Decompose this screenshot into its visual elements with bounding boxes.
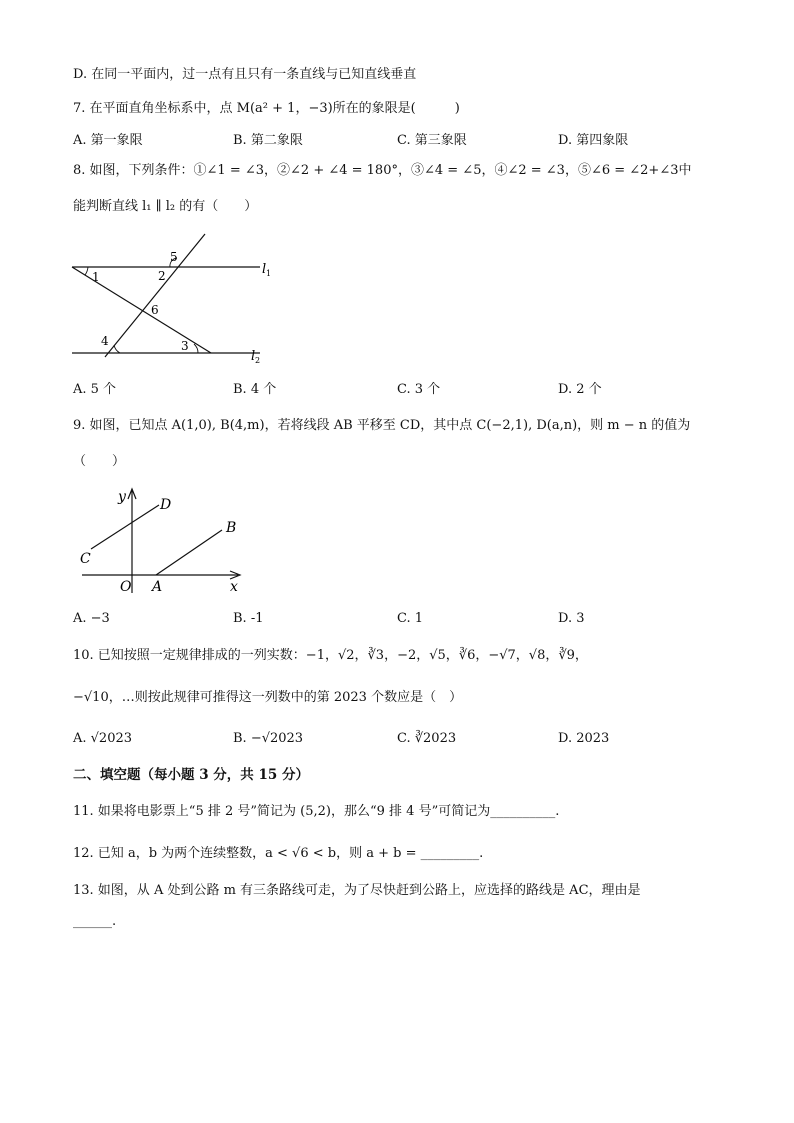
angle-4-label: 4 — [101, 334, 109, 348]
l2-subscript: 2 — [255, 356, 261, 365]
q8-option-c: C. 3 个 — [397, 382, 441, 397]
q7-option-c: C. 第三象限 — [397, 133, 467, 148]
q11-stem: 11. 如果将电影票上“5 排 2 号”简记为 (5,2)，那么“9 排 4 号”可简记为__________. — [73, 804, 560, 819]
section-heading-fill-in: 二、填空题（每小题 3 分，共 15 分） — [73, 767, 309, 783]
q9-stem-line1: 9. 如图，已知点 A(1,0), B(4,m)，若将线段 AB 平移至 CD，其中点 C(−2,1), D(a,n)，则 m − n 的值为 — [73, 418, 691, 433]
l1-label: l — [262, 262, 267, 277]
l2-label: l — [251, 349, 256, 364]
y-axis-label: y — [118, 489, 126, 505]
q8-option-b: B. 4 个 — [233, 382, 277, 397]
point-c-label: C — [80, 551, 91, 567]
angle-6-label: 6 — [151, 303, 159, 317]
option-d-line: D. 在同一平面内，过一点有且只有一条直线与已知直线垂直 — [73, 67, 417, 82]
q10-stem-line1: 10. 已知按照一定规律排成的一列实数：−1，√2，∛3，−2，√5，∛6，−√7，√8，∛9， — [73, 648, 588, 663]
q8-option-d: D. 2 个 — [558, 382, 602, 397]
q7-stem: 7. 在平面直角坐标系中，点 M(a² + 1，−3)所在的象限是( ) — [73, 101, 460, 116]
q9-option-b: B. -1 — [233, 611, 264, 626]
q7-option-a: A. 第一象限 — [73, 133, 143, 148]
point-b-label: B — [226, 520, 237, 536]
q13-stem-line2: ______. — [73, 914, 117, 929]
q10-stem-line2: −√10，…则按此规律可推得这一列数中的第 2023 个数应是（ ） — [73, 690, 463, 705]
q13-stem-line1: 13. 如图，从 A 处到公路 m 有三条路线可走，为了尽快赶到公路上，应选择的路线是 AC，理由是 — [73, 883, 641, 898]
q7-option-b: B. 第二象限 — [233, 133, 303, 148]
q9-figure — [72, 485, 252, 597]
q10-option-a: A. √2023 — [73, 731, 133, 746]
q8-stem-line1: 8. 如图，下列条件：①∠1 = ∠3，②∠2 + ∠4 = 180°，③∠4 = ∠5，④∠2 = ∠3，⑤∠6 = ∠2+∠3中 — [73, 163, 692, 178]
q8-stem-line2: 能判断直线 l₁ ∥ l₂ 的有（ ） — [73, 199, 258, 214]
q8-option-a: A. 5 个 — [73, 382, 117, 397]
q10-option-c: C. ∛2023 — [397, 731, 457, 746]
q9-stem-line2: （ ） — [73, 454, 126, 469]
q9-option-c: C. 1 — [397, 611, 424, 626]
q12-stem: 12. 已知 a，b 为两个连续整数，a < √6 < b，则 a + b = _________. — [73, 846, 484, 861]
q9-option-a: A. −3 — [73, 611, 110, 626]
point-d-label: D — [160, 497, 172, 513]
angle-5-label: 5 — [170, 250, 178, 264]
q8-figure — [68, 230, 278, 365]
q10-option-d: D. 2023 — [558, 731, 610, 746]
angle-3-label: 3 — [181, 339, 189, 353]
q10-option-b: B. −√2023 — [233, 731, 304, 746]
point-a-label: A — [152, 579, 163, 595]
angle-2-label: 2 — [158, 269, 166, 283]
origin-label: O — [120, 579, 132, 595]
angle-1-label: 1 — [92, 270, 100, 284]
l1-subscript: 1 — [266, 269, 272, 278]
q7-option-d: D. 第四象限 — [558, 133, 629, 148]
x-axis-label: x — [230, 579, 238, 595]
q9-option-d: D. 3 — [558, 611, 585, 626]
